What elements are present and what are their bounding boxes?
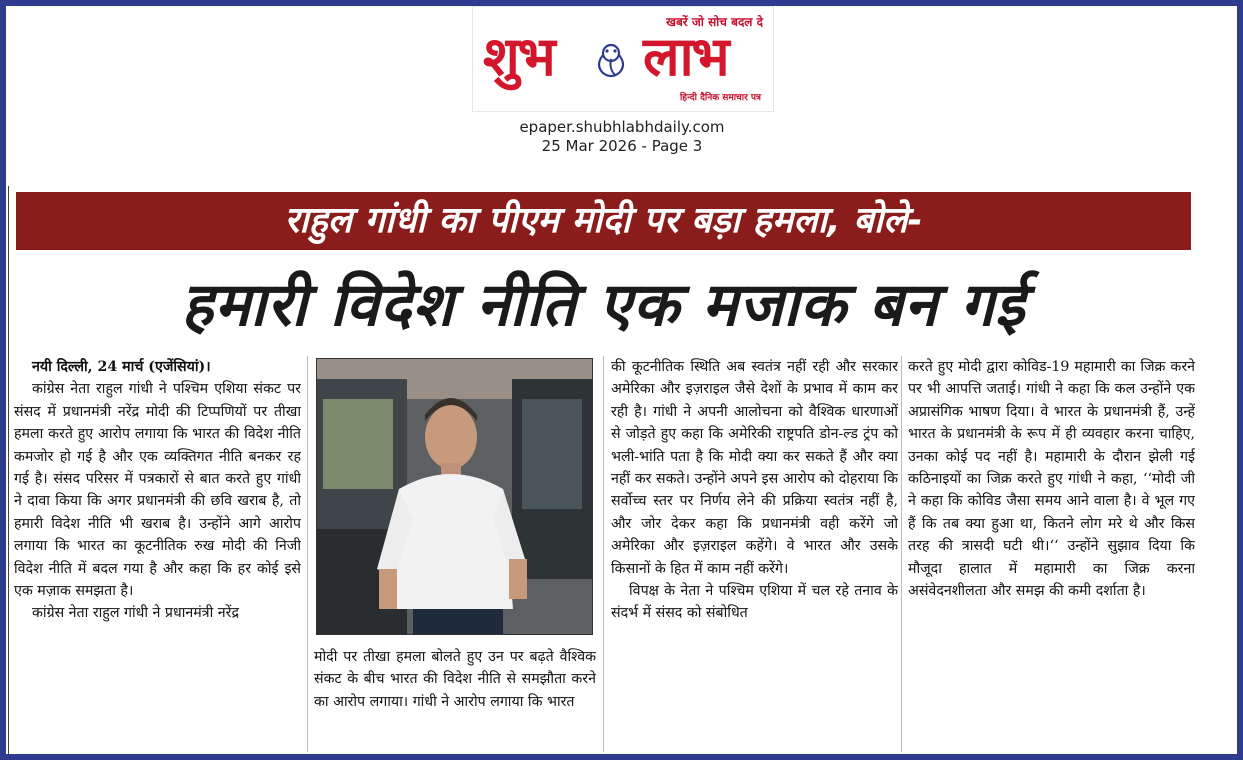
article-dateline: नयी दिल्ली, 24 मार्च (एजेंसियां)।: [32, 359, 211, 375]
article-photo: [316, 358, 593, 635]
article-paragraph: करते हुए मोदी द्वारा कोविड-19 महामारी का जिक्र करने पर भी आपत्ति जताई। गांधी ने कहा कि कल उन्होंने एक अप्रासंगिक भाषण दिया। वे भारत के प्रधानमंत्री हैं, उन्हें भारत के प्रधानमंत्री के रूप में ही व्यवहार करना चाहिए, उनका कोई पद नहीं है। महामारी के दौरान झेली गई कठिनाइयों का जिक्र करते हुए गांधी ने कहा, ‘‘मोदी जी ने कहा कि कोविड जैसा समय आने वाला है। वे भूल गए हैं कि तब क्या हुआ था, कितने लोग मरे थे और किस तरह की त्रासदी घटी थी।‘‘ उन्होंने सुझाव दिया कि मौजूदा हालात में महामारी का जिक्र करना असंवेदनशीलता और समझ की कमी दर्शाता है।: [908, 359, 1195, 600]
photo-rahul-gandhi-car: [317, 359, 592, 634]
article-column-2: [314, 646, 596, 750]
logo-word-left: शुभ: [483, 25, 554, 88]
article-paragraph: की कूटनीतिक स्थिति अब स्वतंत्र नहीं रही और सरकार अमेरिका और इज़राइल जैसे देशों के प्रभाव में काम कर रही है। गांधी ने अपनी आलोचना को वैश्विक धारणाओं से जोड़ते हुए कहा कि अमेरिकी राष्ट्रपति डोन-ल्ड ट्रंप को भली-भांति पता है कि मोदी क्या कर सकते हैं और क्या नहीं कर सकते। उन्होंने अपने इस आरोप को दोहराया कि सर्वोच्च स्तर पर निर्णय लेने की प्रक्रिया स्वतंत्र नहीं है, और जोर देकर कहा कि प्रधानमंत्री वही करेंगे जो अमेरिका और इज़राइल कहेंगे। वे भारत और उसके किसानों के हित में काम नहीं करेंगे।: [611, 359, 898, 577]
article-paragraph: विपक्ष के नेता ने पश्चिम एशिया में चल रहे तनाव के संदर्भ में संसद को संबोधित: [611, 583, 898, 622]
masthead-logo[interactable]: [472, 6, 774, 112]
epaper-page: [6, 6, 1237, 754]
column-divider: [603, 356, 604, 752]
article-column-3: [611, 356, 898, 748]
article-column-4: [908, 356, 1195, 748]
article-column-1: [14, 356, 301, 748]
article-headline: हमारी विदेश नीति एक मजाक बन गई: [181, 270, 1026, 340]
masthead-subtitle: हिन्दी दैनिक समाचार पत्र: [679, 93, 761, 103]
ganesha-icon: [589, 39, 633, 83]
logo-word-right: लाभ: [643, 25, 728, 88]
article-paragraph: कांग्रेस नेता राहुल गांधी ने पश्चिम एशिया संकट पर संसद में प्रधानमंत्री नरेंद्र मोदी की टिप्पणियों पर तीखा हमला करते हुए आरोप लगाया कि भारत की विदेश नीति कमजोर हो गई है और एक व्यक्तिगत नीति बनकर रह गई है। संसद परिसर में पत्रकारों से बात करते हुए गांधी ने दावा किया कि अगर प्रधानमंत्री की छवि खराब है, तो हमारी विदेश नीति भी खराब है। उन्होंने आगे आरोप लगाया कि भारत का कूटनीतिक रुख मोदी की निजी विदेश नीति में बदल गया है और कहा कि हर कोई इसे एक मज़ाक समझता है।: [14, 381, 301, 600]
article-border: [8, 186, 9, 754]
article-paragraph: कांग्रेस नेता राहुल गांधी ने प्रधानमंत्री नरेंद्र: [32, 605, 239, 622]
masthead-tagline: खबरें जो सोच बदल दे: [666, 15, 763, 29]
column-divider: [901, 356, 902, 752]
column-divider: [307, 356, 308, 752]
edition-url[interactable]: epaper.shubhlabhdaily.com: [519, 118, 725, 136]
article-kicker: राहुल गांधी का पीएम मोदी पर बड़ा हमला, बोले-: [16, 192, 1191, 250]
article-paragraph: मोदी पर तीखा हमला बोलते हुए उन पर बढ़ते वैश्विक संकट के बीच भारत की विदेश नीति से समझौता करने का आरोप लगाया। गांधी ने आरोप लगाया कि भारत: [314, 649, 596, 710]
edition-date-page: 25 Mar 2026 - Page 3: [541, 137, 703, 155]
